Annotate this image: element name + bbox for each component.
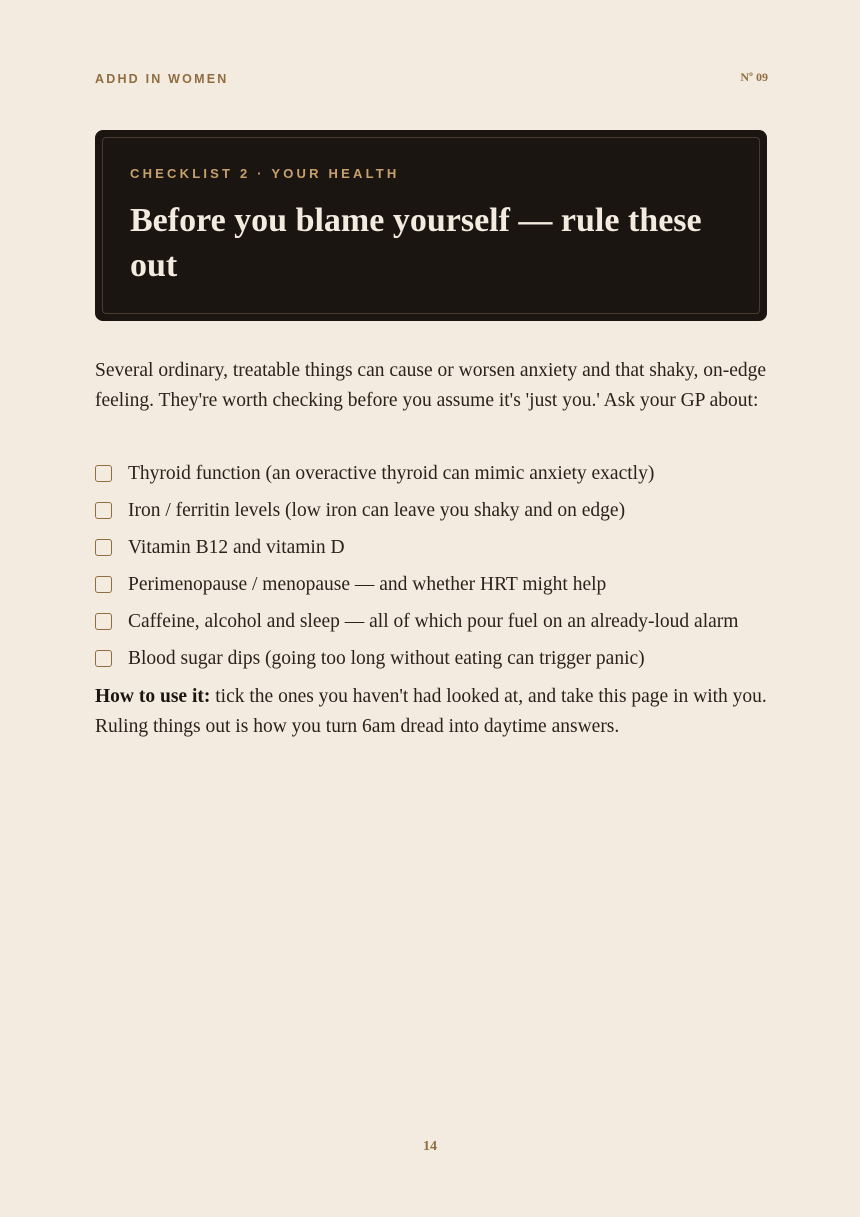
checklist-item-label: Blood sugar dips (going too long without eating can trigger panic) (128, 648, 645, 669)
health-checklist (95, 459, 775, 681)
page-number: 14 (423, 1139, 437, 1154)
checklist-item[interactable] (95, 459, 775, 496)
checkbox-icon[interactable] (95, 502, 112, 519)
checklist-item[interactable] (95, 496, 775, 533)
usage-tip-body: tick the ones you haven't had looked at, and take this page in with you. Ruling things out is how you turn 6am dread into daytime answers. (95, 686, 767, 737)
checkbox-icon[interactable] (95, 576, 112, 593)
checkbox-icon[interactable] (95, 465, 112, 482)
usage-tip-lead: How to use it: (95, 686, 211, 707)
checkbox-icon[interactable] (95, 650, 112, 667)
banner-title: Before you blame yourself — rule these out (130, 202, 702, 284)
checklist-item[interactable] (95, 570, 775, 607)
checklist-item-label: Thyroid function (an overactive thyroid can mimic anxiety exactly) (128, 463, 655, 484)
checklist-item[interactable] (95, 644, 775, 681)
checklist-item-label: Vitamin B12 and vitamin D (128, 537, 345, 558)
intro-paragraph: Several ordinary, treatable things can cause or worsen anxiety and that shaky, on-edge feeling. They're worth checking before you assume it's 'just you.' Ask your GP about: (95, 360, 767, 411)
checklist-item-label: Perimenopause / menopause — and whether HRT might help (128, 574, 607, 595)
usage-tip (95, 682, 767, 742)
banner-kicker: CHECKLIST 2 · YOUR HEALTH (130, 166, 400, 181)
checklist-item-label: Caffeine, alcohol and sleep — all of which pour fuel on an already-loud alarm (128, 611, 739, 632)
checklist-item-label: Iron / ferritin levels (low iron can leave you shaky and on edge) (128, 500, 626, 521)
checklist-item[interactable] (95, 607, 775, 644)
checkbox-icon[interactable] (95, 539, 112, 556)
checklist-banner (95, 130, 767, 321)
issue-number: Nº 09 (740, 70, 768, 84)
running-head: ADHD IN WOMEN (95, 72, 229, 86)
checklist-item[interactable] (95, 533, 775, 570)
checkbox-icon[interactable] (95, 613, 112, 630)
